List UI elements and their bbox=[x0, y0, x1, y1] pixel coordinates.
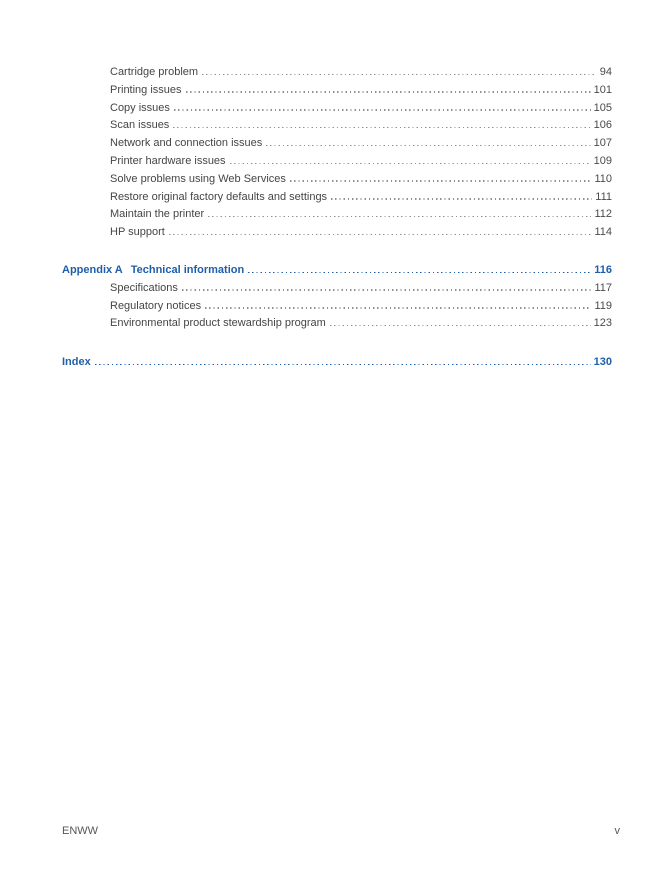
toc-entry-title[interactable]: Regulatory notices bbox=[110, 299, 202, 312]
dot-leader bbox=[266, 145, 590, 146]
dot-leader bbox=[290, 180, 592, 181]
toc-appendix-page[interactable]: 116 bbox=[594, 264, 612, 276]
dot-leader bbox=[169, 234, 592, 235]
dot-leader bbox=[186, 91, 591, 92]
dot-leader bbox=[202, 74, 597, 75]
toc-index-entry[interactable] bbox=[62, 354, 612, 372]
toc-entry-page[interactable]: 117 bbox=[594, 281, 612, 294]
toc-index-page[interactable]: 130 bbox=[593, 356, 612, 368]
toc-entry[interactable] bbox=[110, 82, 612, 100]
toc-entry-title[interactable]: Network and connection issues bbox=[110, 137, 263, 150]
toc-entry-page[interactable]: 106 bbox=[593, 119, 612, 132]
toc-entry[interactable] bbox=[110, 206, 612, 224]
toc-entry[interactable] bbox=[110, 315, 612, 333]
toc-entry[interactable] bbox=[110, 298, 612, 316]
toc-section-appendix bbox=[62, 262, 612, 333]
footer-doc-code: ENWW bbox=[62, 825, 99, 837]
toc-section-index bbox=[62, 354, 612, 372]
dot-leader bbox=[330, 325, 591, 326]
toc-entry-title[interactable]: Environmental product stewardship program bbox=[110, 317, 326, 330]
toc-entry-title[interactable]: Solve problems using Web Services bbox=[110, 172, 286, 185]
toc-entry-page[interactable]: 105 bbox=[593, 101, 612, 114]
toc-appendix-entry[interactable] bbox=[62, 262, 612, 280]
toc-entry[interactable] bbox=[110, 135, 612, 153]
toc-index-title[interactable]: Index bbox=[62, 356, 91, 368]
dot-leader bbox=[174, 109, 591, 110]
toc-entry[interactable] bbox=[110, 224, 612, 242]
dot-leader bbox=[248, 272, 591, 273]
toc-entry-page[interactable]: 107 bbox=[593, 137, 612, 150]
toc-entry-page[interactable]: 94 bbox=[599, 66, 612, 78]
toc-entry-title[interactable]: Specifications bbox=[110, 281, 178, 294]
dot-leader bbox=[331, 198, 592, 199]
toc-appendix-title[interactable]: Technical information bbox=[130, 264, 245, 276]
toc-entry-page[interactable]: 110 bbox=[594, 172, 612, 185]
page-footer bbox=[62, 825, 620, 837]
toc-entry-page[interactable]: 101 bbox=[593, 83, 612, 96]
toc-entry[interactable] bbox=[110, 171, 612, 189]
toc-entry[interactable] bbox=[110, 100, 612, 118]
toc-entry[interactable] bbox=[110, 64, 612, 82]
toc-entry-page[interactable]: 119 bbox=[594, 299, 612, 312]
toc-entry-title[interactable]: Copy issues bbox=[110, 101, 170, 114]
toc-entry-page[interactable]: 111 bbox=[595, 190, 612, 203]
toc-entry-title[interactable]: Restore original factory defaults and settings bbox=[110, 190, 328, 203]
footer-page-number: v bbox=[614, 825, 620, 837]
toc-section-troubleshooting bbox=[110, 64, 612, 242]
dot-leader bbox=[230, 163, 591, 164]
dot-leader bbox=[182, 289, 592, 290]
dot-leader bbox=[95, 364, 591, 365]
toc-entry-title[interactable]: Scan issues bbox=[110, 119, 170, 132]
toc-entry[interactable] bbox=[110, 153, 612, 171]
toc-entry-page[interactable]: 114 bbox=[594, 226, 612, 239]
toc-entry-title[interactable]: Printing issues bbox=[110, 83, 182, 96]
toc-entry[interactable] bbox=[110, 189, 612, 207]
toc-entry-page[interactable]: 112 bbox=[594, 208, 612, 221]
toc-entry-title[interactable]: Printer hardware issues bbox=[110, 154, 226, 167]
dot-leader bbox=[208, 216, 591, 217]
toc-entry-page[interactable]: 109 bbox=[593, 154, 612, 167]
toc-entry[interactable] bbox=[110, 280, 612, 298]
toc-entry[interactable] bbox=[110, 117, 612, 135]
dot-leader bbox=[205, 307, 591, 308]
dot-leader bbox=[173, 127, 590, 128]
toc-entry-title[interactable]: Maintain the printer bbox=[110, 208, 205, 221]
toc-entry-title[interactable]: Cartridge problem bbox=[110, 66, 199, 78]
toc-entry-title[interactable]: HP support bbox=[110, 226, 165, 239]
toc-appendix-prefix[interactable]: Appendix A bbox=[62, 264, 123, 276]
toc-entry-page[interactable]: 123 bbox=[593, 317, 612, 330]
